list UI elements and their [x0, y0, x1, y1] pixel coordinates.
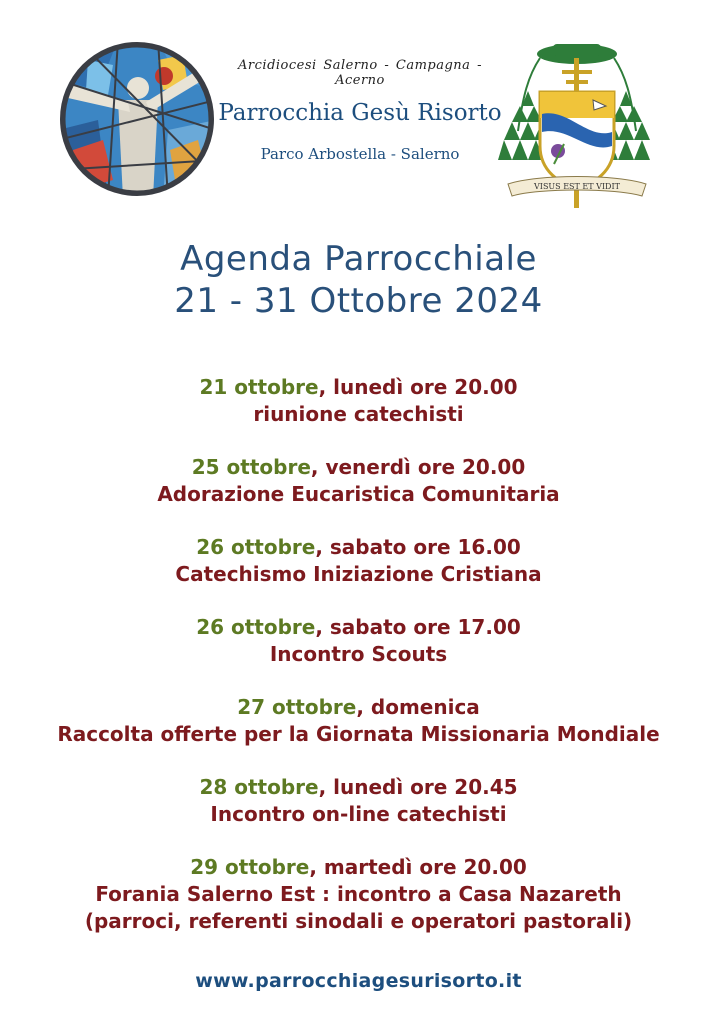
event-date: 27 ottobre — [237, 695, 357, 719]
event-date: 25 ottobre — [191, 455, 311, 479]
event-description: Incontro Scouts — [269, 642, 448, 666]
event-item — [0, 854, 717, 935]
event-description: Incontro on-line catechisti — [210, 802, 507, 826]
event-time: , venerdì ore 20.00 — [310, 455, 526, 479]
event-time: , sabato ore 17.00 — [315, 615, 521, 639]
stained-glass-logo — [58, 40, 216, 198]
event-description: Adorazione Eucaristica Comunitaria — [157, 482, 560, 506]
event-date: 26 ottobre — [196, 535, 316, 559]
event-date: 21 ottobre — [199, 375, 319, 399]
event-item — [0, 534, 717, 588]
event-time: , domenica — [356, 695, 480, 719]
title-line-2: 21 - 31 Ottobre 2024 — [174, 281, 543, 321]
event-time: , lunedì ore 20.00 — [318, 375, 518, 399]
agenda-title — [0, 238, 717, 322]
event-item — [0, 694, 717, 748]
episcopal-crest — [498, 36, 656, 214]
crest-motto: VISUS EST ET VIDIT — [534, 182, 620, 191]
event-description-note: (parroci, referenti sinodali e operatori pastorali) — [84, 909, 633, 933]
event-item — [0, 454, 717, 508]
event-item — [0, 374, 717, 428]
header — [0, 0, 717, 220]
event-time: , lunedì ore 20.45 — [318, 775, 518, 799]
event-description: riunione catechisti — [253, 402, 464, 426]
parish-location: Parco Arbostella - Salerno — [260, 145, 460, 163]
event-date: 29 ottobre — [190, 855, 310, 879]
event-time: , martedì ore 20.00 — [309, 855, 527, 879]
event-date: 26 ottobre — [196, 615, 316, 639]
event-list — [0, 374, 717, 961]
website-link[interactable]: www.parrocchiagesurisorto.it — [195, 970, 522, 992]
title-line-1: Agenda Parrocchiale — [180, 239, 537, 279]
event-item — [0, 774, 717, 828]
event-description: Catechismo Iniziazione Cristiana — [175, 562, 542, 586]
event-item — [0, 614, 717, 668]
archdiocese-label: Arcidiocesi Salerno - Campagna - Acerno — [238, 58, 482, 88]
event-description: Forania Salerno Est : incontro a Casa Nazareth — [95, 882, 622, 906]
event-date: 28 ottobre — [199, 775, 319, 799]
event-description: Raccolta offerte per la Giornata Missionaria Mondiale — [57, 722, 660, 746]
event-time: , sabato ore 16.00 — [315, 535, 521, 559]
parish-name: Parrocchia Gesù Risorto — [218, 100, 502, 126]
